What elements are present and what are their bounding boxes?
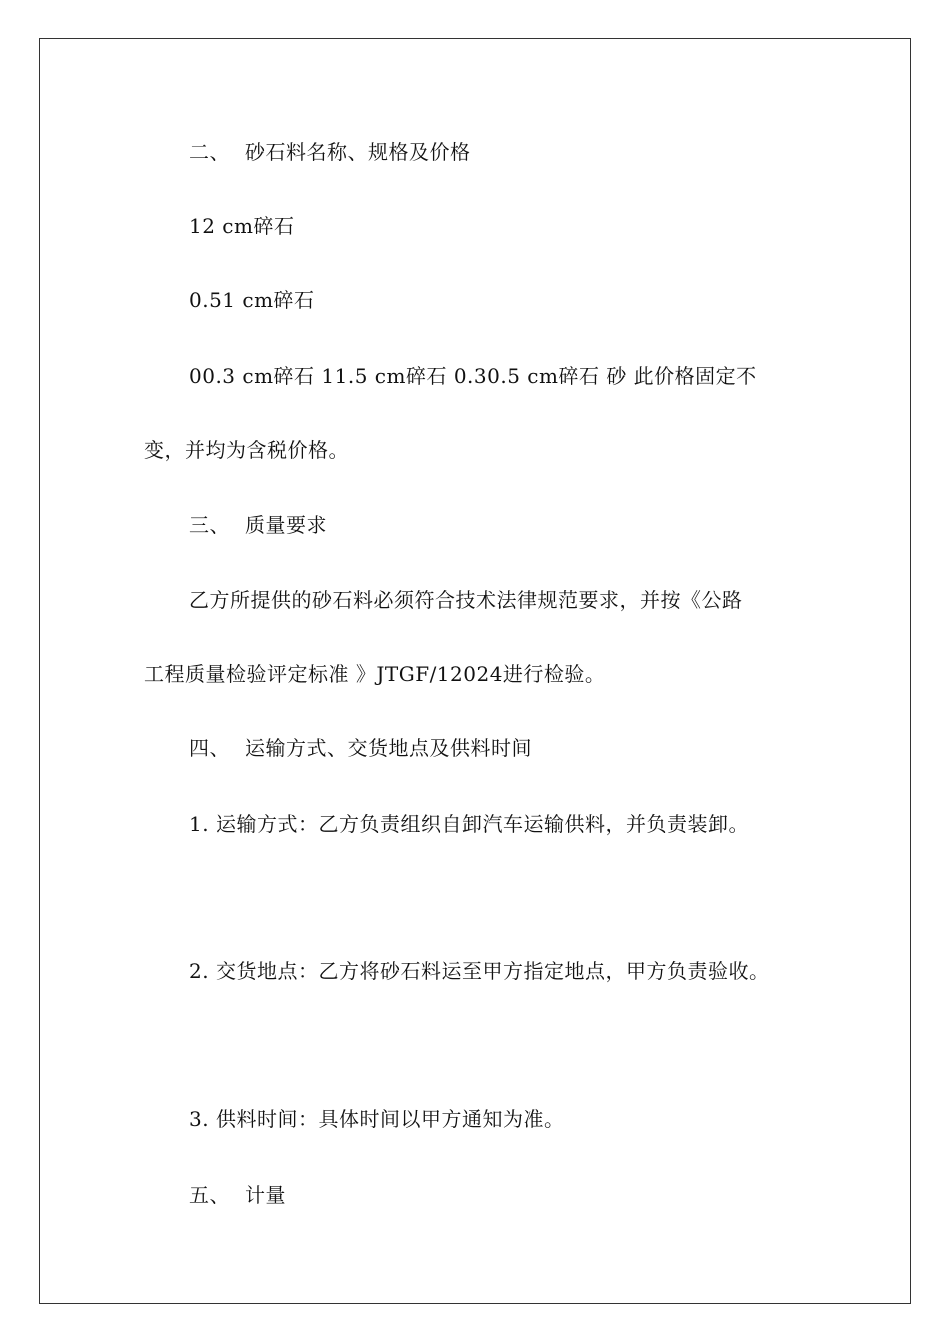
delivery-location-item: 2. 交货地点：乙方将砂石料运至甲方指定地点，甲方负责验收。 (189, 959, 770, 983)
transport-method-item: 1. 运输方式：乙方负责组织自卸汽车运输供料，并负责装卸。 (189, 812, 749, 836)
supply-time-item: 3. 供料时间：具体时间以甲方通知为准。 (189, 1107, 565, 1131)
section-3-heading (189, 512, 327, 538)
section-3-number: 三、 (189, 513, 230, 537)
quality-paragraph-line-1: 乙方所提供的砂石料必须符合技术法律规范要求，并按《公路 (189, 588, 743, 612)
price-paragraph-line-2: 变，并均为含税价格。 (144, 438, 349, 462)
section-5-number: 五、 (189, 1183, 230, 1207)
section-4-number: 四、 (189, 736, 230, 760)
section-2-heading (189, 139, 471, 165)
price-paragraph-line-1: 00.3 cm碎石 11.5 cm碎石 0.30.5 cm碎石 砂 此价格固定不 (189, 364, 757, 388)
section-5-title: 计量 (245, 1183, 286, 1207)
section-2-number: 二、 (189, 140, 230, 164)
quality-paragraph-line-2: 工程质量检验评定标准 》JTGF/12024进行检验。 (144, 662, 606, 686)
section-4-title: 运输方式、交货地点及供料时间 (245, 736, 532, 760)
section-2-title: 砂石料名称、规格及价格 (245, 140, 471, 164)
section-5-heading (189, 1182, 286, 1208)
material-item-051cm: 0.51 cm碎石 (189, 288, 315, 312)
section-4-heading (189, 735, 532, 761)
section-3-title: 质量要求 (245, 513, 327, 537)
material-item-12cm: 12 cm碎石 (189, 214, 295, 238)
